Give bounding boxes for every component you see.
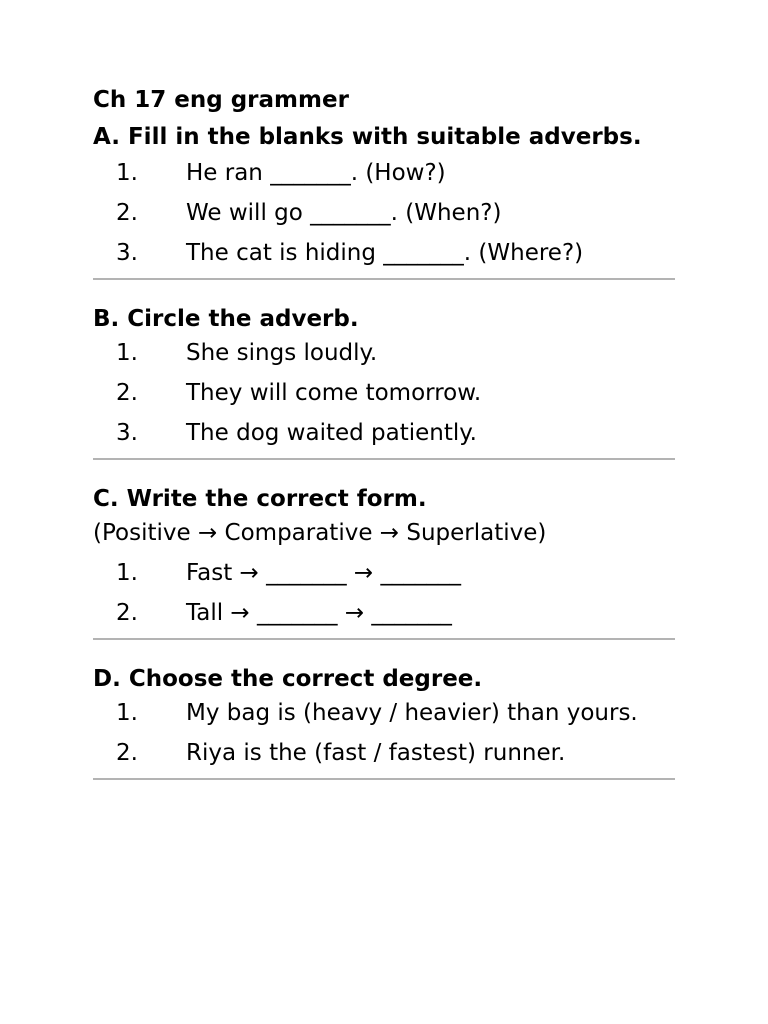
- item-text: Fast → _______ → _______: [186, 560, 462, 586]
- section-a: [93, 122, 675, 280]
- section-divider: [93, 278, 675, 280]
- item-number: 1.: [116, 700, 138, 726]
- item-number: 1.: [116, 160, 138, 186]
- section-b: [93, 304, 675, 460]
- list-item: [93, 338, 675, 368]
- section-divider: [93, 638, 675, 640]
- section-a-heading: A. Fill in the blanks with suitable adverbs.: [93, 124, 642, 150]
- list-item: [93, 598, 675, 628]
- item-text: Tall → _______ → _______: [186, 600, 452, 626]
- section-c-note: (Positive → Comparative → Superlative): [93, 520, 547, 546]
- item-number: 2.: [116, 200, 138, 226]
- section-divider: [93, 778, 675, 780]
- worksheet-page: [93, 84, 675, 804]
- section-divider: [93, 458, 675, 460]
- item-text: My bag is (heavy / heavier) than yours.: [186, 700, 638, 726]
- list-item: [93, 198, 675, 228]
- item-number: 2.: [116, 600, 138, 626]
- list-item: [93, 378, 675, 408]
- item-text: She sings loudly.: [186, 340, 378, 366]
- list-item: [93, 698, 675, 728]
- section-d-heading: D. Choose the correct degree.: [93, 666, 483, 692]
- item-number: 3.: [116, 420, 138, 446]
- item-number: 2.: [116, 740, 138, 766]
- item-number: 1.: [116, 560, 138, 586]
- list-item: [93, 238, 675, 268]
- section-c-list: [93, 558, 675, 628]
- section-d: [93, 664, 675, 780]
- section-b-list: [93, 338, 675, 448]
- item-text: We will go _______. (When?): [186, 200, 502, 226]
- section-c-heading: C. Write the correct form.: [93, 486, 427, 512]
- item-text: The cat is hiding _______. (Where?): [186, 240, 584, 266]
- list-item: [93, 738, 675, 768]
- item-text: He ran _______. (How?): [186, 160, 446, 186]
- section-a-list: [93, 158, 675, 268]
- item-text: Riya is the (fast / fastest) runner.: [186, 740, 566, 766]
- list-item: [93, 558, 675, 588]
- section-c: [93, 484, 675, 640]
- section-b-heading: B. Circle the adverb.: [93, 306, 359, 332]
- item-text: They will come tomorrow.: [186, 380, 482, 406]
- section-d-list: [93, 698, 675, 768]
- list-item: [93, 418, 675, 448]
- item-number: 2.: [116, 380, 138, 406]
- item-number: 3.: [116, 240, 138, 266]
- item-text: The dog waited patiently.: [186, 420, 477, 446]
- list-item: [93, 158, 675, 188]
- item-number: 1.: [116, 340, 138, 366]
- document-title: Ch 17 eng grammer: [93, 87, 349, 113]
